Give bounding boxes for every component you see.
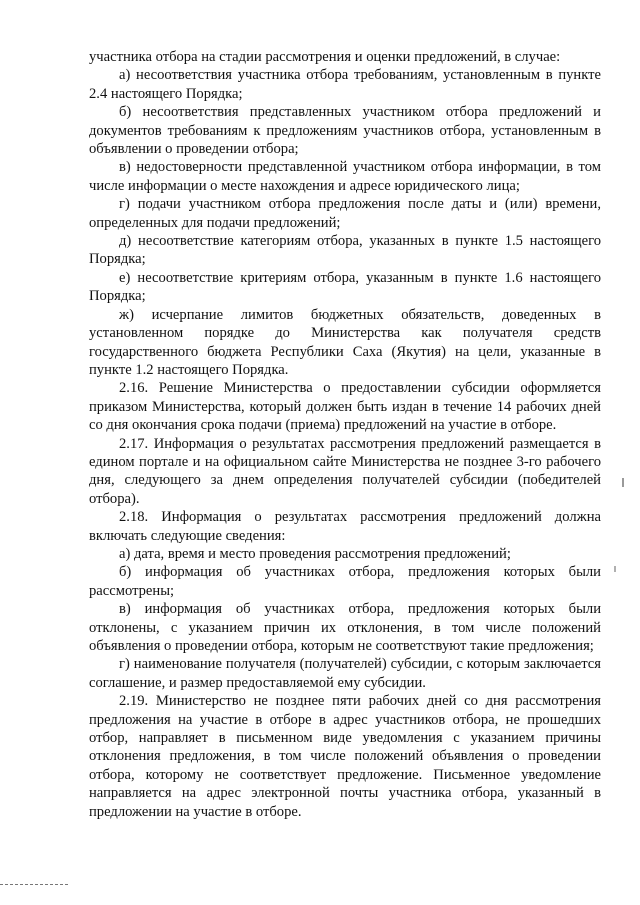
- footer-rule: [0, 884, 68, 885]
- paragraph: д) несоответствие категориям отбора, указанных в пункте 1.5 настоящего Порядка;: [89, 233, 601, 268]
- paragraph: в) недостоверности представленной участником отбора информации, в том числе информации о месте нахождения и адресе юридического лица;: [89, 159, 601, 194]
- paragraph: а) дата, время и место проведения рассмотрения предложений;: [119, 545, 511, 562]
- paragraph: 2.18. Информация о результатах рассмотрения предложений должна включать следующие сведения:: [89, 509, 601, 544]
- paragraph: участника отбора на стадии рассмотрения и оценки предложений, в случае:: [89, 49, 561, 65]
- paragraph: е) несоответствие критериям отбора, указанным в пункте 1.6 настоящего Порядка;: [89, 269, 601, 305]
- document-body: [89, 48, 601, 821]
- paragraph: б) несоответствия представленных участником отбора предложений и документов требованиям к предложениям участников отбора, установленным в объявлении о проведении отбора;: [89, 104, 601, 158]
- paragraph: 2.16. Решение Министерства о предоставлении субсидии оформляется приказом Министерства, который должен быть издан в течение 14 рабочих дней со дня окончания срока подачи (приема) предложений на участие в отборе.: [89, 380, 601, 434]
- paragraph: а) несоответствия участника отбора требованиям, установленным в пункте 2.4 настоящего Порядка;: [89, 67, 601, 102]
- paragraph: г) подачи участником отбора предложения после даты и (или) времени, определенных для подачи предложений;: [89, 196, 601, 231]
- paragraph: г) наименование получателя (получателей) субсидии, с которым заключается соглашение, и размер предоставляемой ему субсидии.: [89, 656, 601, 691]
- paragraph: 2.17. Информация о результатах рассмотрения предложений размещается в едином портале и на официальном сайте Министерства не позднее 3-го рабочего дня, следующего за днем определения получателей субсидии (победителей отбора).: [89, 435, 601, 507]
- paragraph: в) информация об участниках отбора, предложения которых были отклонены, с указанием причин их отклонения, в том числе положений объявления о проведении отбора, которым не соответствуют такие предложения;: [89, 601, 601, 654]
- paragraph: 2.19. Министерство не позднее пяти рабочих дней со дня рассмотрения предложения на участие в отборе в адрес участников отбора, не прошедших отбор, направляет в письменном виде уведомления с указанием причины отклонения предложения, в том числе положений объявления о проведении отбора, которому не соответствует предложение. Письменное уведомление направляется на адрес электронной почты участника отбора, указанный в предложении на участие в отборе.: [89, 693, 601, 820]
- scan-artifact: [622, 478, 624, 487]
- paragraph: б) информация об участниках отбора, предложения которых были рассмотрены;: [89, 564, 601, 599]
- scan-artifact: [614, 566, 616, 572]
- paragraph: ж) исчерпание лимитов бюджетных обязательств, доведенных в установленном порядке до Министерства как получателя средств государственного бюджета Республики Саха (Якутия) на цели, указанные в пункте 1.2 настоящего Порядка.: [89, 306, 601, 378]
